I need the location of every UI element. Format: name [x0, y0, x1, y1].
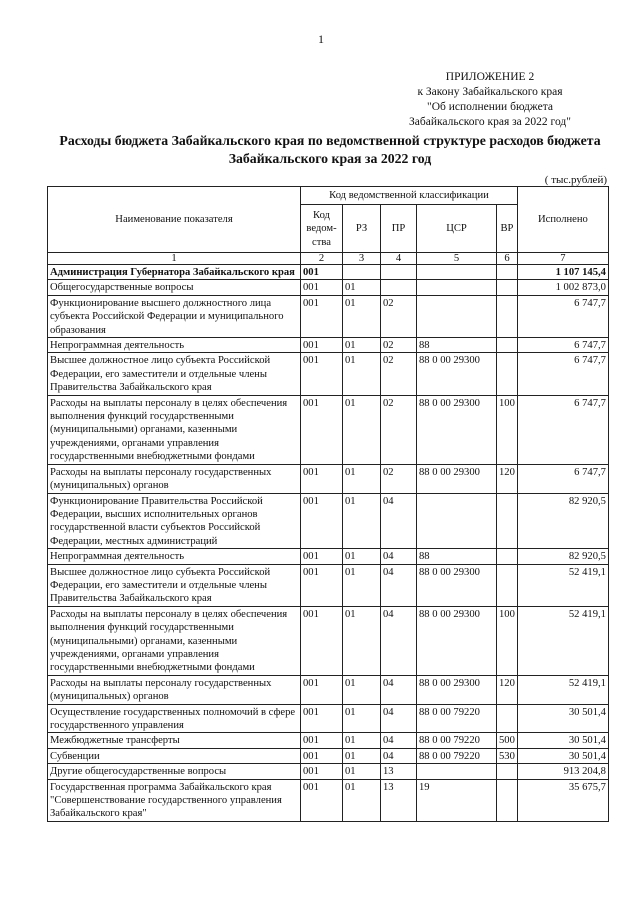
cell-rz: 01: [343, 704, 381, 733]
cell-vr: 120: [497, 464, 518, 493]
cell-vr: [497, 353, 518, 395]
cell-pr: 04: [381, 493, 417, 549]
table-row: [48, 464, 609, 493]
cell-dept: 001: [301, 493, 343, 549]
cell-csr: [417, 764, 497, 779]
cell-amount: 1 002 873,0: [517, 280, 608, 295]
cell-amount: 35 675,7: [517, 779, 608, 821]
cell-csr: 88 0 00 29300: [417, 606, 497, 675]
cell-amount: 52 419,1: [517, 564, 608, 606]
table-row: [48, 748, 609, 763]
cell-pr: [381, 265, 417, 280]
cell-csr: 19: [417, 779, 497, 821]
budget-table: [47, 186, 609, 822]
cell-vr: [497, 338, 518, 353]
cell-csr: [417, 295, 497, 337]
cell-pr: 02: [381, 395, 417, 464]
table-row: [48, 280, 609, 295]
cell-pr: 02: [381, 338, 417, 353]
cell-vr: 100: [497, 606, 518, 675]
cell-rz: 01: [343, 606, 381, 675]
header-name: Наименование показателя: [48, 187, 301, 253]
table-row: [48, 764, 609, 779]
cell-csr: 88 0 00 79220: [417, 748, 497, 763]
cell-vr: 120: [497, 675, 518, 704]
column-number: 6: [497, 253, 518, 265]
cell-amount: 30 501,4: [517, 748, 608, 763]
cell-dept: 001: [301, 704, 343, 733]
cell-pr: 02: [381, 353, 417, 395]
cell-name: Другие общегосударственные вопросы: [48, 764, 301, 779]
column-number: 3: [343, 253, 381, 265]
cell-dept: 001: [301, 764, 343, 779]
header-csr: ЦСР: [417, 205, 497, 253]
table-row: [48, 779, 609, 821]
cell-pr: 04: [381, 564, 417, 606]
title-line-2: Забайкальского края за 2022 год: [228, 151, 432, 166]
cell-amount: 82 920,5: [517, 493, 608, 549]
column-number: 5: [417, 253, 497, 265]
document-title: [40, 132, 620, 168]
cell-vr: [497, 265, 518, 280]
cell-pr: 04: [381, 704, 417, 733]
cell-rz: 01: [343, 549, 381, 564]
cell-dept: 001: [301, 295, 343, 337]
header-executed: Исполнено: [517, 187, 608, 253]
cell-amount: 6 747,7: [517, 353, 608, 395]
cell-dept: 001: [301, 464, 343, 493]
header-vr: ВР: [497, 205, 518, 253]
cell-amount: 52 419,1: [517, 675, 608, 704]
cell-pr: 02: [381, 295, 417, 337]
table-row: [48, 493, 609, 549]
cell-csr: 88 0 00 29300: [417, 564, 497, 606]
cell-amount: 52 419,1: [517, 606, 608, 675]
cell-pr: [381, 280, 417, 295]
cell-name: Расходы на выплаты персоналу в целях обеспечения выполнения функций государственными (муниципальными) органами, казенными учреждениями, органами управления государственными внебюджетными фондами: [48, 395, 301, 464]
cell-name: Функционирование Правительства Российской Федерации, высших исполнительных органов государственной власти субъектов Российской Федерации, местных администраций: [48, 493, 301, 549]
cell-amount: 82 920,5: [517, 549, 608, 564]
column-number: 7: [517, 253, 608, 265]
cell-name: Высшее должностное лицо субъекта Российской Федерации, его заместители и отдельные члены Правительства Забайкальского края: [48, 353, 301, 395]
cell-rz: 01: [343, 353, 381, 395]
cell-dept: 001: [301, 395, 343, 464]
title-line-1: Расходы бюджета Забайкальского края по ведомственной структуре расходов бюджета: [59, 133, 601, 148]
cell-dept: 001: [301, 564, 343, 606]
cell-name: Субвенции: [48, 748, 301, 763]
cell-dept: 001: [301, 779, 343, 821]
cell-csr: [417, 265, 497, 280]
cell-name: Администрация Губернатора Забайкальского края: [48, 265, 301, 280]
cell-pr: 13: [381, 779, 417, 821]
cell-pr: 02: [381, 464, 417, 493]
table-row: [48, 395, 609, 464]
cell-amount: 6 747,7: [517, 295, 608, 337]
cell-dept: 001: [301, 675, 343, 704]
cell-pr: 04: [381, 733, 417, 748]
cell-name: Межбюджетные трансферты: [48, 733, 301, 748]
cell-rz: 01: [343, 395, 381, 464]
cell-name: Непрограммная деятельность: [48, 549, 301, 564]
cell-rz: 01: [343, 748, 381, 763]
units-label: ( тыс.рублей): [544, 174, 607, 186]
column-number: 4: [381, 253, 417, 265]
cell-amount: 6 747,7: [517, 464, 608, 493]
cell-csr: 88 0 00 29300: [417, 353, 497, 395]
cell-rz: 01: [343, 675, 381, 704]
cell-rz: [343, 265, 381, 280]
cell-csr: [417, 280, 497, 295]
cell-csr: 88 0 00 79220: [417, 704, 497, 733]
table-row: [48, 353, 609, 395]
cell-rz: 01: [343, 733, 381, 748]
cell-name: Расходы на выплаты персоналу государственных (муниципальных) органов: [48, 675, 301, 704]
cell-csr: 88 0 00 29300: [417, 395, 497, 464]
cell-pr: 04: [381, 675, 417, 704]
table-row: [48, 265, 609, 280]
cell-pr: 04: [381, 748, 417, 763]
cell-vr: [497, 295, 518, 337]
cell-rz: 01: [343, 295, 381, 337]
cell-amount: 6 747,7: [517, 338, 608, 353]
cell-amount: 913 204,8: [517, 764, 608, 779]
cell-rz: 01: [343, 764, 381, 779]
appendix-line-4: Забайкальского края за 2022 год": [409, 116, 571, 128]
header-rz: РЗ: [343, 205, 381, 253]
cell-name: Общегосударственные вопросы: [48, 280, 301, 295]
cell-vr: 100: [497, 395, 518, 464]
cell-pr: 04: [381, 606, 417, 675]
page-number: 1: [318, 32, 324, 46]
cell-vr: [497, 764, 518, 779]
cell-rz: 01: [343, 280, 381, 295]
cell-pr: 13: [381, 764, 417, 779]
cell-pr: 04: [381, 549, 417, 564]
table-row: [48, 549, 609, 564]
cell-name: Расходы на выплаты персоналу в целях обеспечения выполнения функций государственными (муниципальными) органами, казенными учреждениями, органами управления государственными внебюджетными фондами: [48, 606, 301, 675]
cell-csr: 88 0 00 29300: [417, 675, 497, 704]
cell-amount: 30 501,4: [517, 704, 608, 733]
cell-csr: 88 0 00 79220: [417, 733, 497, 748]
column-number: 2: [301, 253, 343, 265]
table-row: [48, 733, 609, 748]
cell-csr: 88: [417, 549, 497, 564]
header-pr: ПР: [381, 205, 417, 253]
header-classification: Код ведомственной классификации: [301, 187, 518, 205]
cell-amount: 30 501,4: [517, 733, 608, 748]
cell-rz: 01: [343, 338, 381, 353]
table-header: [48, 187, 609, 265]
cell-rz: 01: [343, 493, 381, 549]
cell-vr: [497, 704, 518, 733]
cell-name: Осуществление государственных полномочий в сфере государственного управления: [48, 704, 301, 733]
cell-dept: 001: [301, 748, 343, 763]
cell-dept: 001: [301, 280, 343, 295]
cell-vr: [497, 280, 518, 295]
cell-dept: 001: [301, 265, 343, 280]
table-body: [48, 265, 609, 822]
cell-rz: 01: [343, 779, 381, 821]
cell-name: Государственная программа Забайкальского края "Совершенствование государственного управления Забайкальского края": [48, 779, 301, 821]
cell-amount: 1 107 145,4: [517, 265, 608, 280]
table-row: [48, 704, 609, 733]
table-row: [48, 295, 609, 337]
appendix-header: [380, 70, 600, 130]
cell-rz: 01: [343, 464, 381, 493]
table-row: [48, 675, 609, 704]
cell-vr: [497, 493, 518, 549]
cell-csr: 88 0 00 29300: [417, 464, 497, 493]
cell-name: Функционирование высшего должностного лица субъекта Российской Федерации и муниципального образования: [48, 295, 301, 337]
cell-dept: 001: [301, 606, 343, 675]
cell-name: Высшее должностное лицо субъекта Российской Федерации, его заместители и отдельные члены Правительства Забайкальского края: [48, 564, 301, 606]
cell-csr: 88: [417, 338, 497, 353]
cell-dept: 001: [301, 733, 343, 748]
cell-vr: [497, 779, 518, 821]
table-row: [48, 338, 609, 353]
table-row: [48, 606, 609, 675]
cell-dept: 001: [301, 549, 343, 564]
cell-vr: 500: [497, 733, 518, 748]
cell-dept: 001: [301, 353, 343, 395]
cell-name: Непрограммная деятельность: [48, 338, 301, 353]
cell-amount: 6 747,7: [517, 395, 608, 464]
header-dept: Код ведом-ства: [301, 205, 343, 253]
cell-name: Расходы на выплаты персоналу государственных (муниципальных) органов: [48, 464, 301, 493]
cell-rz: 01: [343, 564, 381, 606]
appendix-line-3: "Об исполнении бюджета: [427, 101, 553, 113]
cell-vr: [497, 549, 518, 564]
appendix-line-2: к Закону Забайкальского края: [417, 86, 563, 98]
cell-csr: [417, 493, 497, 549]
appendix-line-1: ПРИЛОЖЕНИЕ 2: [445, 71, 535, 83]
cell-vr: 530: [497, 748, 518, 763]
column-number: 1: [48, 253, 301, 265]
table-row: [48, 564, 609, 606]
cell-dept: 001: [301, 338, 343, 353]
cell-vr: [497, 564, 518, 606]
